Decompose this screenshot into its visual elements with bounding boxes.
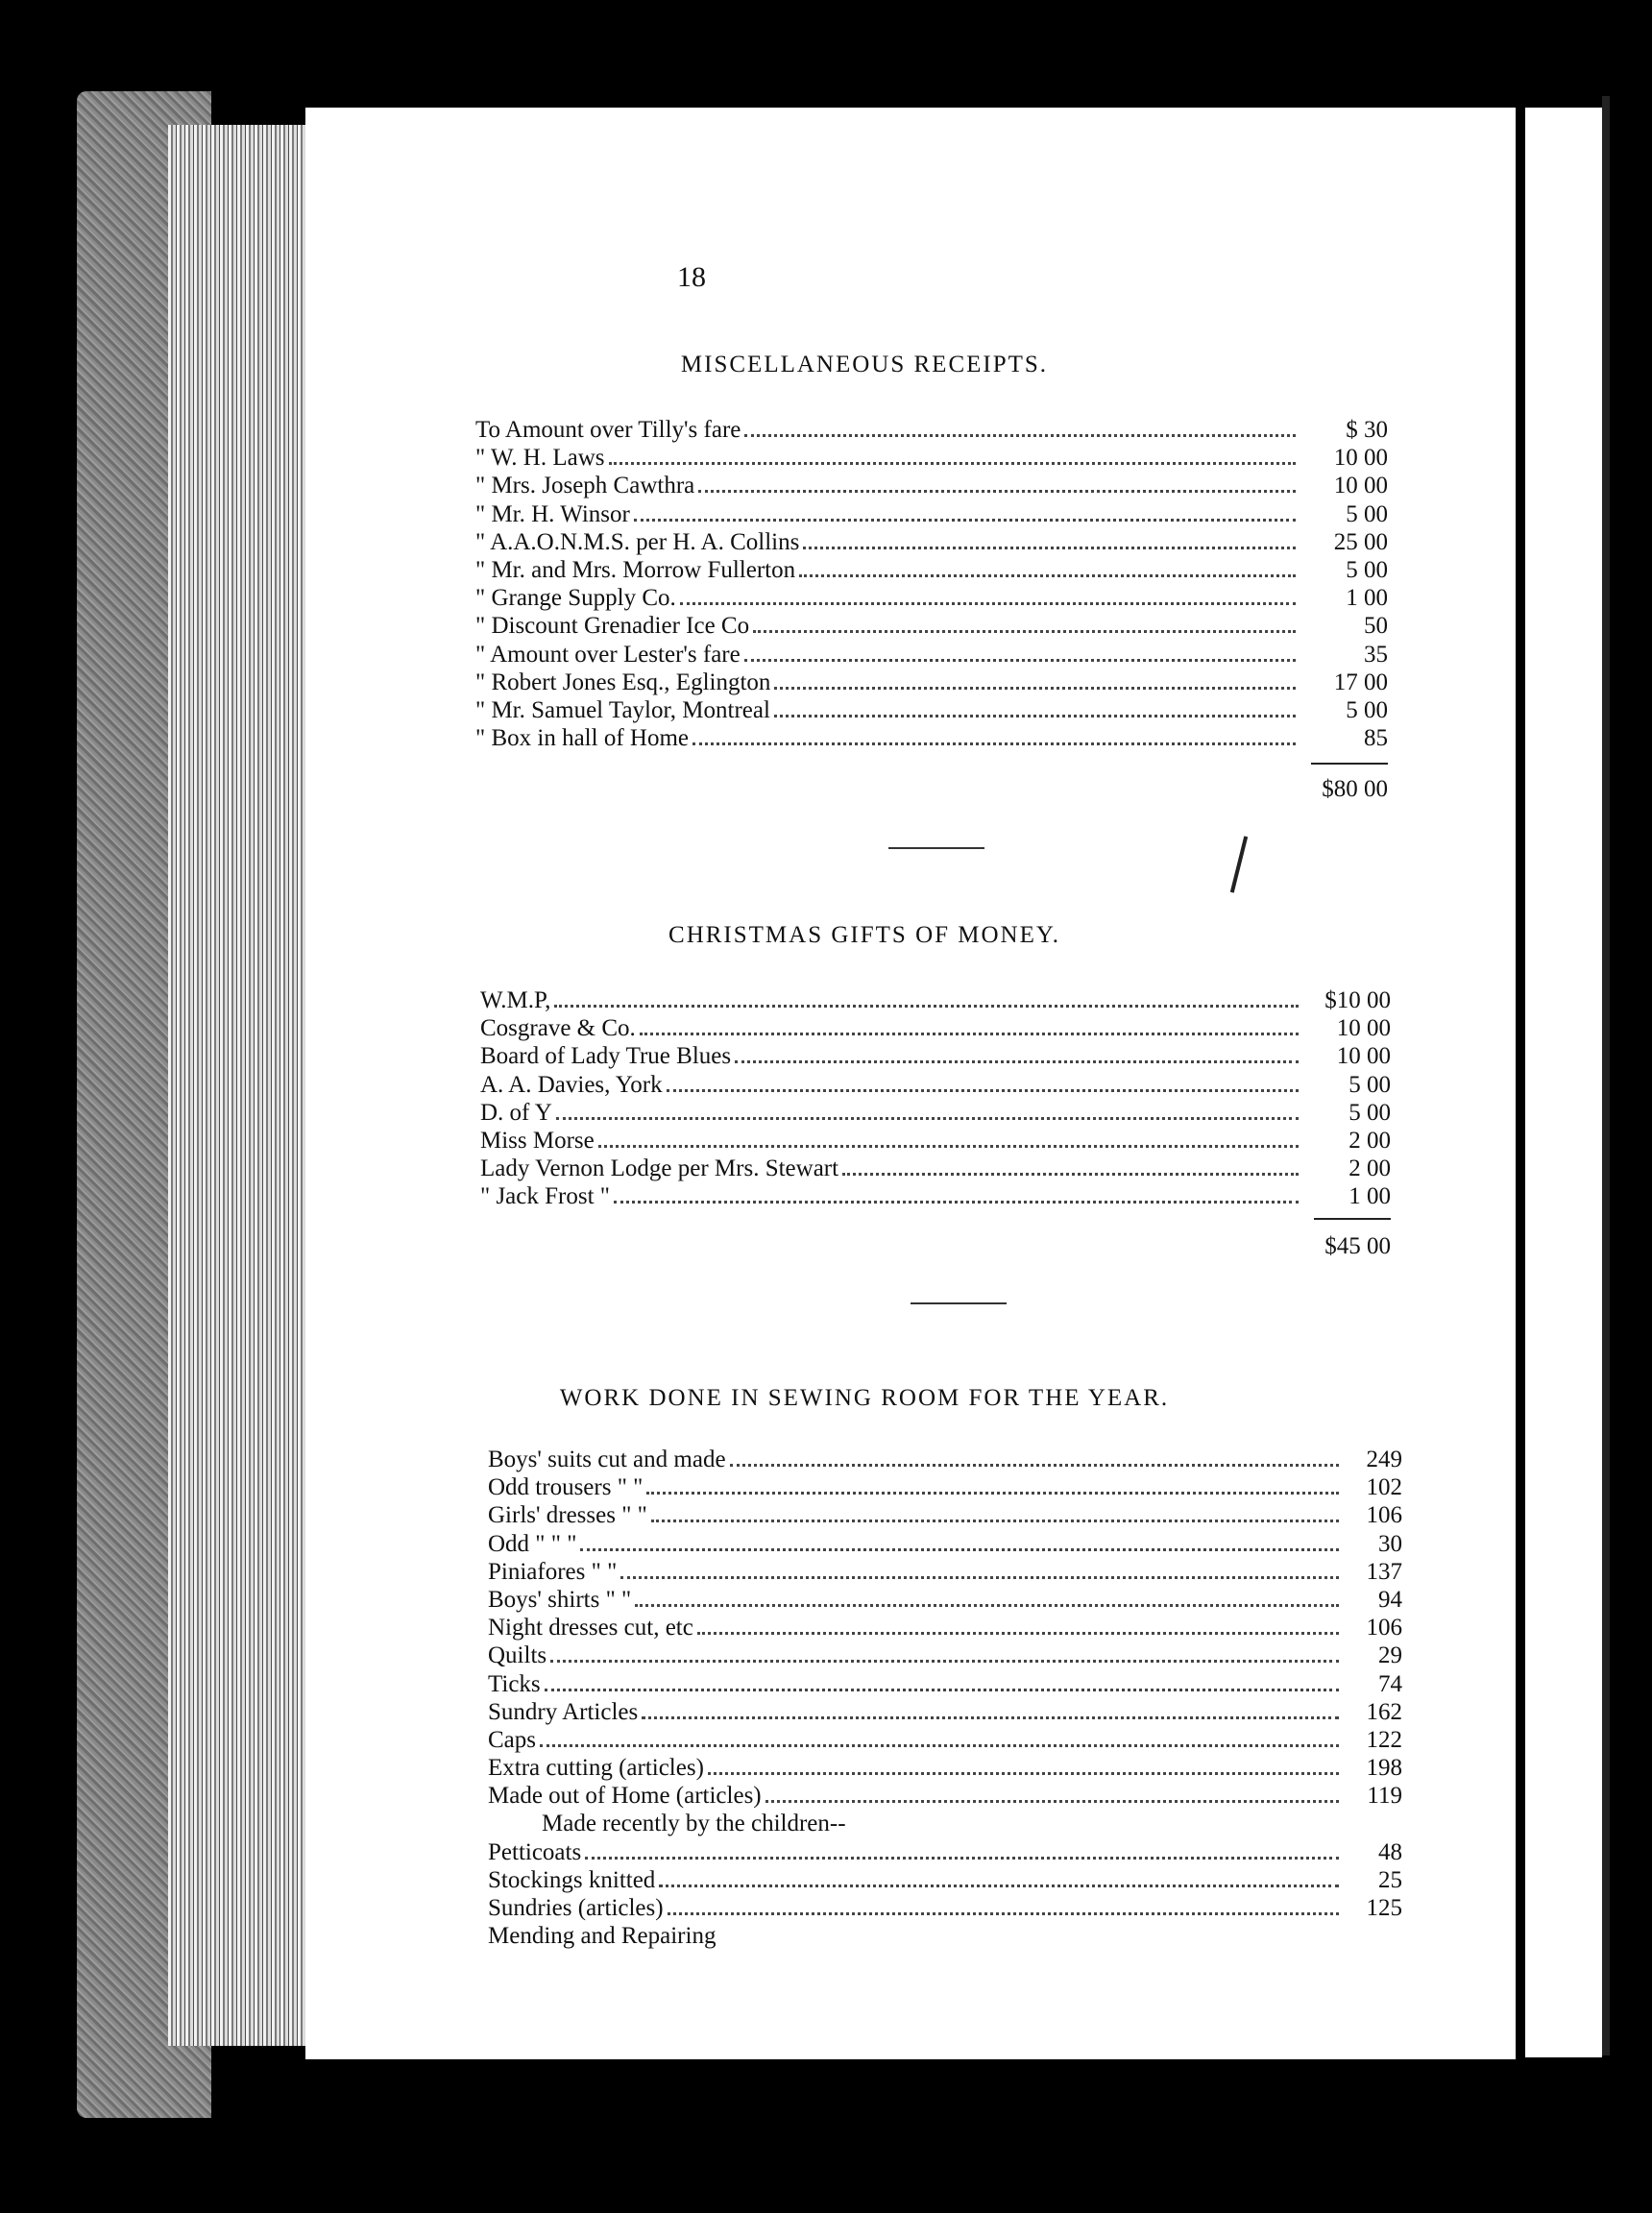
ledger-row (475, 642, 1388, 669)
ledger-row-amount: 5 00 (1348, 1099, 1391, 1126)
ledger-row-amount: $ 30 (1346, 417, 1388, 443)
ledger-row-label: Boys' shirts " " (488, 1586, 632, 1613)
dot-leader (667, 1089, 1299, 1092)
dot-leader (708, 1772, 1339, 1775)
ledger-row (480, 1128, 1391, 1155)
ledger-row-label: Made recently by the children-- (542, 1811, 846, 1837)
dot-leader (540, 1744, 1339, 1747)
ledger-row-label: Night dresses cut, etc (488, 1615, 693, 1642)
christmas-gifts-title: CHRISTMAS GIFTS OF MONEY. (668, 922, 1060, 948)
ledger-row-label: A. A. Davies, York (480, 1071, 663, 1098)
dot-leader (730, 1464, 1339, 1467)
ledger-row (475, 501, 1388, 529)
ledger-row-amount: 2 00 (1348, 1155, 1391, 1182)
ledger-row (488, 1867, 1402, 1895)
ledger-row-amount: 119 (1367, 1783, 1402, 1810)
misc-receipts-list (475, 417, 1388, 753)
ledger-row-label: " A.A.O.N.M.S. per H. A. Collins (475, 528, 800, 555)
ledger-row-amount: 106 (1366, 1615, 1402, 1642)
ledger-row (488, 1727, 1402, 1755)
dot-leader (774, 715, 1296, 717)
misc-receipts-total: $80 00 (1322, 776, 1388, 802)
ledger-row (480, 1072, 1391, 1100)
ledger-row-label: Cosgrave & Co. (480, 1015, 636, 1042)
ledger-row-amount: 10 00 (1333, 445, 1388, 472)
ledger-row-amount: 249 (1366, 1447, 1402, 1472)
ledger-row (480, 1015, 1391, 1043)
dot-leader (799, 574, 1296, 577)
dot-leader (735, 1060, 1299, 1063)
ledger-row (475, 529, 1388, 557)
section-divider (911, 1302, 1007, 1304)
ledger-row-amount: 5 00 (1348, 1071, 1391, 1098)
facing-page-edge (1525, 108, 1602, 2057)
ledger-row (475, 473, 1388, 500)
ledger-row-amount: $10 00 (1324, 987, 1391, 1013)
dot-leader (680, 602, 1296, 605)
ledger-row-label: Piniafores " " (488, 1558, 618, 1585)
section-divider (888, 847, 984, 849)
ledger-row-label: Caps (488, 1726, 536, 1753)
ledger-row-amount: 125 (1366, 1895, 1402, 1921)
ledger-row-label: Girls' dresses " " (488, 1502, 647, 1529)
dot-leader (744, 659, 1296, 662)
dot-leader (698, 490, 1296, 493)
ledger-row-amount: 10 00 (1333, 473, 1388, 499)
ledger-row-amount: 10 00 (1336, 1043, 1391, 1070)
ledger-row-label: " Robert Jones Esq., Eglington (475, 669, 771, 695)
dot-leader (609, 462, 1296, 465)
ledger-row-label: " Mr. and Mrs. Morrow Fullerton (475, 556, 796, 583)
ledger-row (488, 1502, 1402, 1530)
dot-leader (550, 1660, 1339, 1663)
ledger-row (475, 613, 1388, 641)
ledger-row-label: Quilts (488, 1642, 547, 1669)
dot-leader (753, 630, 1296, 633)
ledger-row-amount: 1 00 (1346, 585, 1388, 612)
ledger-row (475, 669, 1388, 697)
dot-leader (646, 1492, 1339, 1495)
ledger-row-label: Stockings knitted (488, 1866, 656, 1893)
ledger-row (488, 1839, 1402, 1867)
ledger-row (480, 1155, 1391, 1183)
ledger-row-label: Odd " " " (488, 1530, 577, 1557)
ledger-row (488, 1755, 1402, 1783)
christmas-gifts-total: $45 00 (1324, 1233, 1391, 1259)
page-number: 18 (677, 261, 706, 293)
dot-leader (765, 1800, 1339, 1803)
misc-sum-rule (1311, 763, 1388, 765)
ledger-row (475, 585, 1388, 613)
ledger-row (488, 1895, 1402, 1923)
ledger-row-amount: 102 (1366, 1474, 1402, 1501)
dot-leader (744, 434, 1296, 437)
ledger-row-amount: 17 00 (1333, 669, 1388, 695)
ledger-row-label: Board of Lady True Blues (480, 1043, 732, 1070)
dot-leader (620, 1576, 1339, 1579)
page-edges (168, 125, 322, 2046)
dot-leader (803, 547, 1296, 549)
ledger-row-label: Boys' suits cut and made (488, 1447, 726, 1472)
ledger-row (475, 697, 1388, 725)
dot-leader (598, 1145, 1299, 1148)
ledger-row (480, 1043, 1391, 1071)
ledger-row-label: " Box in hall of Home (475, 725, 689, 752)
dot-leader (614, 1201, 1299, 1204)
ledger-row-label: " Grange Supply Co. (475, 585, 676, 612)
ledger-row-label: " Mr. H. Winsor (475, 500, 630, 527)
ledger-row (480, 1183, 1391, 1211)
ledger-row (480, 1100, 1391, 1128)
ledger-row (488, 1699, 1402, 1727)
ledger-row (480, 987, 1391, 1015)
ledger-row-label: Miss Morse (480, 1127, 595, 1154)
dot-leader (635, 1604, 1339, 1607)
sewing-room-list (488, 1447, 1402, 1951)
ledger-row-label: " Jack Frost " (480, 1183, 610, 1210)
dot-leader (640, 1033, 1299, 1035)
ledger-row (475, 445, 1388, 473)
ledger-row (488, 1474, 1402, 1502)
dot-leader (659, 1885, 1339, 1887)
ledger-row-amount: 10 00 (1336, 1015, 1391, 1042)
ledger-row (488, 1642, 1402, 1670)
ledger-row-label: Lady Vernon Lodge per Mrs. Stewart (480, 1155, 839, 1182)
dot-leader (585, 1857, 1339, 1860)
ledger-row-amount: 198 (1366, 1755, 1402, 1782)
ledger-row-amount: 5 00 (1346, 696, 1388, 723)
ledger-row-label: W.M.P, (480, 987, 551, 1013)
ledger-row-label: Sundries (articles) (488, 1895, 664, 1921)
ledger-row (488, 1783, 1402, 1811)
christmas-sum-rule (1314, 1218, 1391, 1220)
ledger-row-label: " Mr. Samuel Taylor, Montreal (475, 696, 770, 723)
ledger-row-label: Sundry Articles (488, 1698, 639, 1725)
ledger-row (488, 1447, 1402, 1474)
ledger-row-label: Petticoats (488, 1838, 582, 1865)
ledger-row-label: " W. H. Laws (475, 445, 605, 472)
dot-leader (668, 1912, 1339, 1915)
ledger-row (488, 1531, 1402, 1559)
ledger-row-label: Ticks (488, 1670, 541, 1697)
ledger-row-amount: 48 (1378, 1838, 1402, 1865)
ledger-row-amount: 29 (1378, 1642, 1402, 1669)
ledger-row-label: Extra cutting (articles) (488, 1755, 704, 1782)
ledger-row-amount: 137 (1366, 1558, 1402, 1585)
ledger-row-amount: 35 (1364, 641, 1388, 668)
ledger-row (475, 417, 1388, 445)
misc-receipts-title: MISCELLANEOUS RECEIPTS. (680, 352, 1049, 377)
sewing-subheading (488, 1811, 1402, 1838)
ledger-row-amount: 1 00 (1348, 1183, 1391, 1210)
ledger-row-label: Odd trousers " " (488, 1474, 644, 1501)
ledger-row-amount: 85 (1364, 725, 1388, 752)
ledger-row-amount: 25 (1378, 1866, 1402, 1893)
ledger-row-label: To Amount over Tilly's fare (475, 417, 741, 443)
dot-leader (642, 1716, 1339, 1719)
ledger-row-amount: 5 00 (1346, 500, 1388, 527)
ledger-row-label: Made out of Home (articles) (488, 1783, 762, 1810)
dot-leader (651, 1520, 1339, 1522)
ledger-row-amount: 74 (1378, 1670, 1402, 1697)
ledger-row (488, 1587, 1402, 1615)
ledger-row-label: " Amount over Lester's fare (475, 641, 741, 668)
ledger-row-amount: 122 (1366, 1726, 1402, 1753)
ledger-row (488, 1615, 1402, 1642)
sewing-room-title: WORK DONE IN SEWING ROOM FOR THE YEAR. (559, 1385, 1170, 1411)
dot-leader (774, 687, 1296, 690)
ledger-row (475, 725, 1388, 753)
ledger-row-label: " Mrs. Joseph Cawthra (475, 473, 695, 499)
dot-leader (697, 1632, 1339, 1635)
dot-leader (842, 1173, 1299, 1176)
ledger-row-amount: 106 (1366, 1502, 1402, 1529)
dot-leader (554, 1005, 1299, 1008)
ledger-row-label: D. of Y (480, 1099, 552, 1126)
ledger-row-amount: 5 00 (1346, 556, 1388, 583)
ledger-row (475, 557, 1388, 585)
dot-leader (692, 742, 1296, 745)
ledger-row-amount: 25 00 (1333, 528, 1388, 555)
ledger-row-amount: 162 (1366, 1698, 1402, 1725)
ledger-row (488, 1559, 1402, 1587)
ledger-row-label: Mending and Repairing (488, 1923, 717, 1950)
ledger-row-amount: 2 00 (1348, 1127, 1391, 1154)
dot-leader (556, 1117, 1299, 1120)
dot-leader (580, 1548, 1339, 1551)
sewing-final-line (488, 1923, 1402, 1951)
ledger-row-label: " Discount Grenadier Ice Co (475, 613, 750, 640)
ledger-row-amount: 50 (1364, 613, 1388, 640)
facing-page-shadow (1602, 96, 1610, 2055)
ledger-row-amount: 30 (1378, 1530, 1402, 1557)
ledger-row-amount: 94 (1378, 1586, 1402, 1613)
dot-leader (545, 1689, 1339, 1691)
dot-leader (634, 519, 1296, 522)
christmas-gifts-list (480, 987, 1391, 1212)
ledger-row (488, 1671, 1402, 1699)
